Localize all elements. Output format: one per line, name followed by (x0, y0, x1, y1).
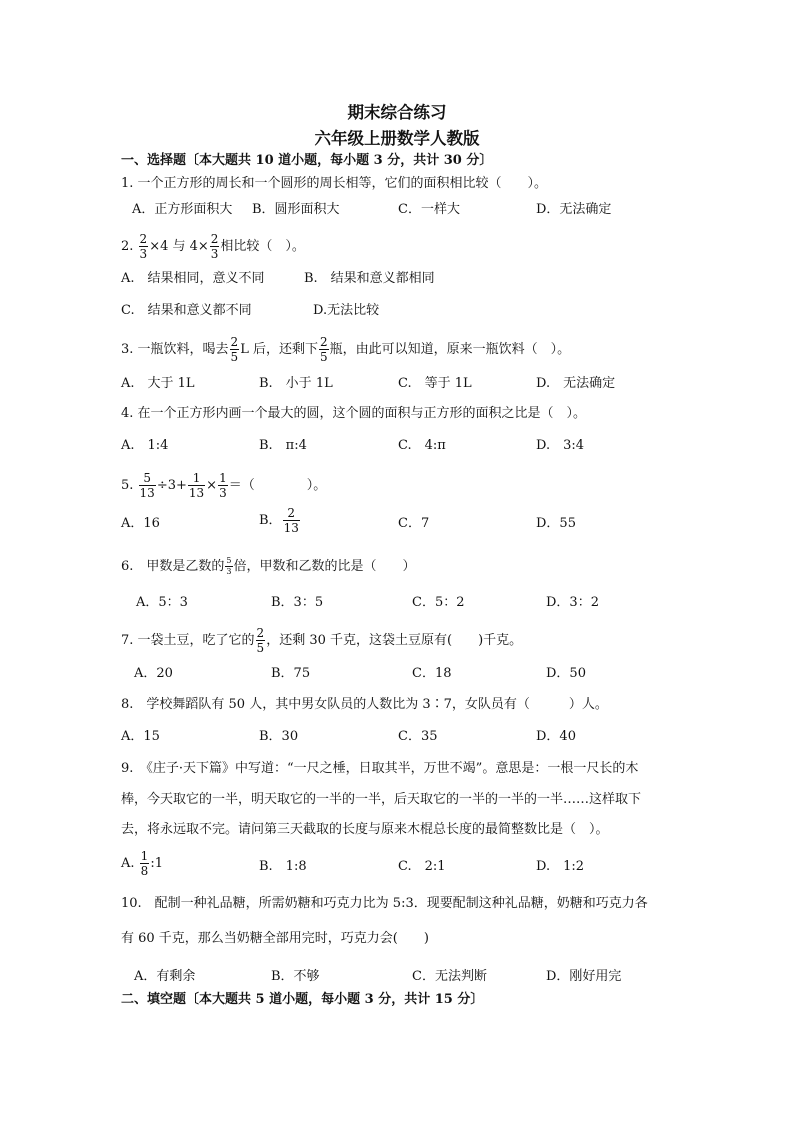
page-title: 期末综合练习 (347, 103, 447, 122)
q1-option-d[interactable]: D．无法确定 (536, 202, 612, 217)
q5-fraction-3: $\frac{1}{3}$ (219, 471, 227, 500)
q6-fraction: $\frac{5}{3}$ (226, 556, 232, 576)
q10-option-c[interactable]: C．无法判断 (412, 969, 487, 984)
q5-option-b-fraction: $\frac{2}{13}$ (283, 506, 299, 535)
q5-option-d[interactable]: D．55 (536, 516, 576, 531)
q7-prefix: 7. 一袋土豆，吃了它的 (121, 633, 255, 648)
q7-option-c[interactable]: C．18 (412, 666, 452, 681)
question-4-stem: 4. 在一个正方形内画一个最大的圆，这个圆的面积与正方形的面积之比是（ ）。 (121, 406, 587, 421)
q5-suffix: ＝（ ）。 (228, 478, 327, 493)
q5-mid-2: × (206, 478, 218, 493)
question-1-stem: 1. 一个正方形的周长和一个圆形的周长相等，它们的面积相比较（ ）。 (121, 176, 548, 191)
q1-option-c[interactable]: C．一样大 (398, 202, 460, 217)
q7-option-b[interactable]: B．75 (271, 666, 311, 681)
q9-option-b[interactable]: B. 1:8 (259, 859, 307, 874)
question-9-line-2: 棒，今天取它的一半，明天取它的一半的一半，后天取它的一半的一半的一半……这样取下 (121, 792, 642, 807)
q3-fraction-2: $\frac{2}{5}$ (319, 335, 328, 364)
q2-option-b[interactable]: B. 结果和意义都相同 (304, 271, 435, 286)
q3-option-c[interactable]: C. 等于 1L (398, 376, 472, 391)
q6-option-d[interactable]: D．3：2 (546, 595, 599, 610)
q9-option-c[interactable]: C. 2:1 (398, 859, 446, 874)
question-10-line-2: 有 60 千克，那么当奶糖全部用完时，巧克力会( ) (121, 931, 429, 946)
q3-prefix: 3. 一瓶饮料，喝去 (121, 342, 229, 357)
q8-option-d[interactable]: D．40 (536, 729, 576, 744)
q9-option-a-fraction: $\frac{1}{8}$ (140, 849, 149, 878)
q7-suffix: ，还剩 30 千克，这袋土豆原有( )千克。 (266, 633, 523, 648)
question-6-stem (121, 557, 416, 576)
q10-option-d[interactable]: D．刚好用完 (546, 969, 622, 984)
section-1-heading: 一、选择题〔本大题共 10 道小题，每小题 3 分，共计 30 分〕 (121, 153, 493, 168)
q5-option-a[interactable]: A．16 (121, 516, 160, 531)
q8-option-c[interactable]: C．35 (398, 729, 438, 744)
page-subtitle: 六年级上册数学人教版 (314, 129, 480, 148)
q2-option-c[interactable]: C. 结果和意义都不同 (121, 303, 252, 318)
question-5-stem (121, 472, 326, 499)
q4-option-c[interactable]: C. 4:π (398, 438, 446, 453)
q2-prefix: 2. (121, 239, 134, 254)
q3-suffix: 瓶，由此可以知道，原来一瓶饮料（ ）。 (329, 342, 571, 357)
q9-option-a-suffix: :1 (150, 856, 163, 871)
q1-option-b[interactable]: B．圆形面积大 (252, 202, 340, 217)
q5-option-b-label: B． (259, 513, 282, 528)
q10-option-a[interactable]: A．有剩余 (134, 969, 196, 984)
q3-mid: L 后，还剩下 (240, 342, 318, 357)
question-7-stem (121, 627, 522, 654)
q5-fraction-1: $\frac{5}{13}$ (139, 471, 155, 500)
section-2-heading: 二、填空题〔本大题共 5 道小题，每小题 3 分，共计 15 分〕 (121, 992, 484, 1007)
question-9-line-3: 去，将永远取不完。请问第三天截取的长度与原来木棍总长度的最简整数比是（ ）。 (121, 822, 609, 837)
question-9-line-1: 9. 《庄子·天下篇》中写道：“一尺之棰，日取其半，万世不竭”。意思是：一根一尺长的木 (121, 761, 639, 776)
question-10-line-1: 10. 配制一种礼品糖，所需奶糖和巧克力比为 5:3．现要配制这种礼品糖，奶糖和巧克力各 (121, 896, 648, 911)
question-3-stem (121, 336, 570, 363)
q9-option-d[interactable]: D. 1:2 (536, 859, 585, 874)
q6-option-b[interactable]: B．3：5 (271, 595, 324, 610)
q1-option-a[interactable]: A．正方形面积大 (132, 202, 233, 217)
q2-fraction-1: $\frac{2}{3}$ (139, 232, 148, 261)
q10-option-b[interactable]: B．不够 (271, 969, 320, 984)
q7-option-d[interactable]: D．50 (546, 666, 586, 681)
question-8-stem: 8. 学校舞蹈队有 50 人，其中男女队员的人数比为 3∶7，女队员有（ ）人。 (121, 697, 608, 712)
q2-option-d[interactable]: D.无法比较 (313, 303, 380, 318)
q3-option-b[interactable]: B. 小于 1L (259, 376, 333, 391)
q2-fraction-2: $\frac{2}{3}$ (210, 232, 219, 261)
q5-option-c[interactable]: C．7 (398, 516, 430, 531)
q5-fraction-2: $\frac{1}{13}$ (188, 471, 205, 500)
q7-fraction: $\frac{2}{5}$ (256, 626, 265, 655)
q2-mid: ×4 与 4× (149, 239, 209, 254)
q4-option-d[interactable]: D. 3:4 (536, 438, 585, 453)
q6-suffix: 倍，甲数和乙数的比是（ ） (233, 559, 416, 574)
q9-option-a[interactable] (121, 850, 163, 877)
q4-option-b[interactable]: B. π:4 (259, 438, 307, 453)
q9-option-a-label: A. (121, 856, 135, 871)
q5-mid-1: ÷3+ (156, 478, 187, 493)
q3-fraction-1: $\frac{2}{5}$ (230, 335, 239, 364)
q5-option-b[interactable] (259, 507, 301, 534)
q5-prefix: 5. (121, 478, 134, 493)
q6-option-c[interactable]: C．5：2 (412, 595, 465, 610)
q2-option-a[interactable]: A. 结果相同，意义不同 (121, 271, 265, 286)
q3-option-d[interactable]: D. 无法确定 (536, 376, 616, 391)
q4-option-a[interactable]: A. 1:4 (121, 438, 169, 453)
question-2-stem (121, 233, 305, 260)
q8-option-b[interactable]: B．30 (259, 729, 299, 744)
q7-option-a[interactable]: A．20 (134, 666, 173, 681)
q6-option-a[interactable]: A．5：3 (136, 595, 188, 610)
q3-option-a[interactable]: A. 大于 1L (121, 376, 195, 391)
q2-suffix: 相比较（ ）。 (220, 239, 305, 254)
q8-option-a[interactable]: A．15 (121, 729, 160, 744)
q6-prefix: 6. 甲数是乙数的 (121, 559, 225, 574)
